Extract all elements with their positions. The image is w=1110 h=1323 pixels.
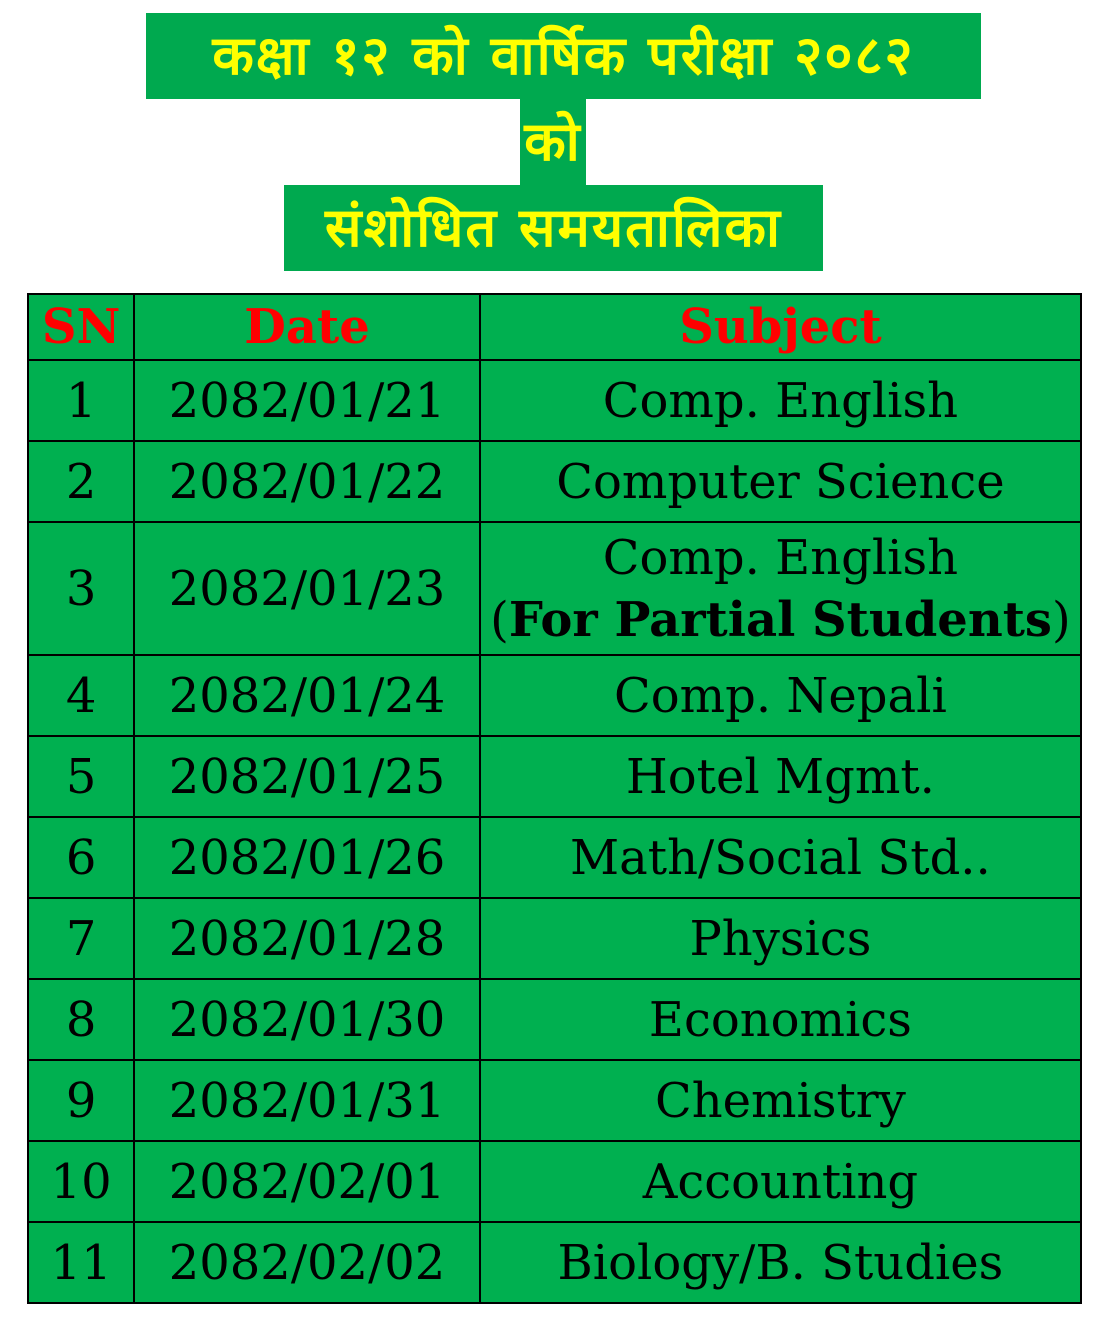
row-subject: Comp. English [602, 529, 959, 586]
row-sn: 10 [28, 1141, 134, 1222]
row-sn: 9 [28, 1060, 134, 1141]
table-row [28, 441, 1081, 522]
row-sn: 8 [28, 979, 134, 1060]
table-row [28, 898, 1081, 979]
row-sn: 2 [28, 441, 134, 522]
row-date: 2082/02/01 [134, 1141, 480, 1222]
note-open-paren: ( [490, 591, 509, 648]
row-subject-note [481, 589, 1080, 651]
row-date: 2082/01/21 [134, 360, 480, 441]
row-date: 2082/01/23 [134, 522, 480, 655]
row-sn: 6 [28, 817, 134, 898]
row-subject-cell [480, 522, 1081, 655]
row-date: 2082/01/24 [134, 655, 480, 736]
title-line-1: कक्षा १२ को वार्षिक परीक्षा २०८२ [146, 13, 981, 99]
table-row [28, 817, 1081, 898]
title-line-2: को [520, 99, 586, 185]
row-subject: Chemistry [480, 1060, 1081, 1141]
header-sn: SN [28, 294, 134, 360]
row-date: 2082/01/31 [134, 1060, 480, 1141]
row-date: 2082/02/02 [134, 1222, 480, 1303]
row-sn: 7 [28, 898, 134, 979]
row-subject: Hotel Mgmt. [480, 736, 1081, 817]
exam-schedule-table [27, 293, 1082, 1304]
table-row [28, 979, 1081, 1060]
row-subject: Comp. Nepali [480, 655, 1081, 736]
row-subject: Comp. English [480, 360, 1081, 441]
row-date: 2082/01/26 [134, 817, 480, 898]
table-row [28, 1060, 1081, 1141]
row-sn: 1 [28, 360, 134, 441]
table-row [28, 1222, 1081, 1303]
table-row [28, 1141, 1081, 1222]
row-subject: Computer Science [480, 441, 1081, 522]
table-row [28, 655, 1081, 736]
table-header-row [28, 294, 1081, 360]
table-row [28, 360, 1081, 441]
header-subject: Subject [480, 294, 1081, 360]
table-row [28, 736, 1081, 817]
row-sn: 11 [28, 1222, 134, 1303]
table-row [28, 522, 1081, 655]
row-sn: 3 [28, 522, 134, 655]
partial-students-note: For Partial Students [508, 591, 1052, 648]
row-subject: Physics [480, 898, 1081, 979]
row-date: 2082/01/25 [134, 736, 480, 817]
row-subject: Biology/B. Studies [480, 1222, 1081, 1303]
row-subject: Math/Social Std.. [480, 817, 1081, 898]
row-sn: 4 [28, 655, 134, 736]
row-date: 2082/01/28 [134, 898, 480, 979]
row-sn: 5 [28, 736, 134, 817]
title-line-3: संशोधित समयतालिका [284, 185, 823, 271]
row-date: 2082/01/22 [134, 441, 480, 522]
note-close-paren: ) [1051, 591, 1071, 648]
row-date: 2082/01/30 [134, 979, 480, 1060]
header-date: Date [134, 294, 480, 360]
row-subject: Accounting [480, 1141, 1081, 1222]
row-subject: Economics [480, 979, 1081, 1060]
